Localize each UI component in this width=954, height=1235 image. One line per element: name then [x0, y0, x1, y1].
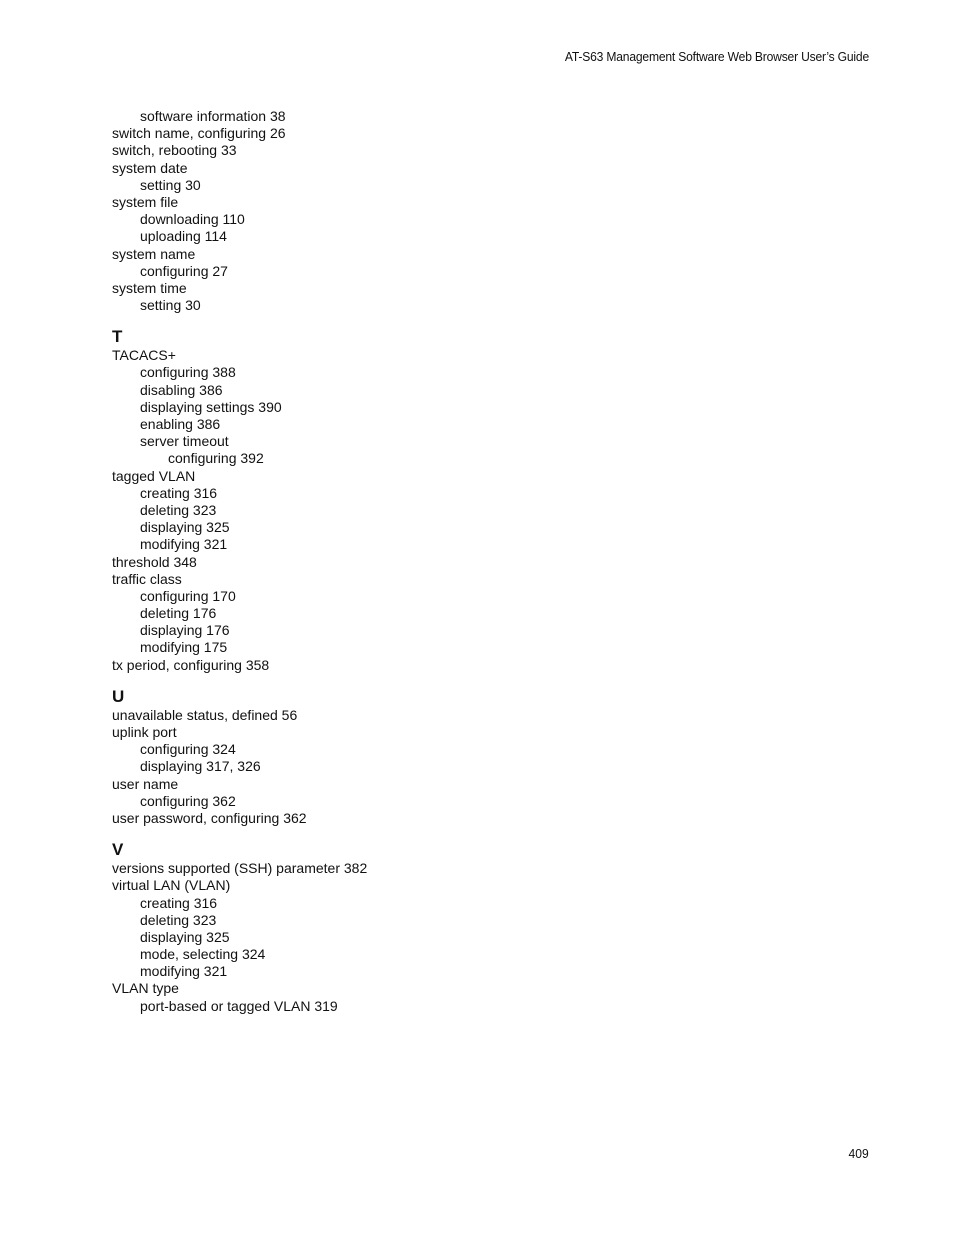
index-entry: switch name, configuring 26: [112, 125, 286, 142]
index-entry: modifying 175: [140, 639, 228, 656]
index-entry: versions supported (SSH) parameter 382: [112, 860, 368, 877]
index-entry: configuring 170: [140, 587, 236, 604]
index-entry: deleting 176: [140, 605, 217, 622]
index-entry: port-based or tagged VLAN 319: [140, 997, 338, 1014]
index-entry: setting 30: [140, 297, 201, 314]
index-entry: tagged VLAN: [112, 467, 196, 484]
index-entry: threshold 348: [112, 553, 197, 570]
index-entry: displaying 325: [140, 519, 230, 536]
index-entry: configuring 388: [140, 364, 236, 381]
index-section-letter: T: [112, 327, 123, 347]
index-entry: creating 316: [140, 894, 218, 911]
index-entry: modifying 321: [140, 536, 228, 553]
index-entry: system name: [112, 245, 196, 262]
index-entry: deleting 323: [140, 501, 217, 518]
index-entry: downloading 110: [140, 211, 245, 228]
index-entry: displaying settings 390: [140, 398, 282, 415]
index-entry: mode, selecting 324: [140, 946, 266, 963]
index-entry: creating 316: [140, 484, 218, 501]
index-entry: tx period, configuring 358: [112, 656, 270, 673]
index-entry: switch, rebooting 33: [112, 142, 237, 159]
running-header: AT-S63 Management Software Web Browser User’s Guide: [564, 49, 869, 64]
index-entry: software information 38: [140, 108, 286, 124]
index-list: [112, 108, 612, 1015]
index-entry: user name: [112, 775, 179, 792]
index-entry: virtual LAN (VLAN): [112, 877, 231, 894]
index-section-letter: U: [112, 686, 125, 706]
index-entry: system time: [112, 279, 187, 296]
index-entry: setting 30: [140, 176, 201, 193]
index-entry: displaying 325: [140, 928, 230, 945]
index-entry: configuring 392: [168, 450, 264, 467]
index-entry: displaying 176: [140, 622, 230, 639]
index-entry: traffic class: [112, 570, 182, 587]
index-entry: VLAN type: [112, 980, 179, 997]
index-entry: enabling 386: [140, 416, 221, 432]
index-entry: deleting 323: [140, 911, 217, 928]
index-entry: uplink port: [112, 724, 177, 740]
index-entry: configuring 324: [140, 741, 236, 758]
index-entry: modifying 321: [140, 963, 228, 980]
index-entry: configuring 27: [140, 262, 228, 279]
index-section-letter: V: [112, 840, 124, 860]
page-number: 409: [848, 1146, 869, 1161]
index-entry: TACACS+: [112, 347, 176, 364]
index-entry: displaying 317, 326: [140, 758, 261, 775]
index-entry: server timeout: [140, 433, 229, 450]
index-entry: uploading 114: [140, 228, 227, 245]
index-entry: system file: [112, 193, 179, 210]
index-entry: user password, configuring 362: [112, 809, 307, 826]
index-entry: unavailable status, defined 56: [112, 706, 298, 723]
index-entry: disabling 386: [140, 381, 223, 398]
index-entry: system date: [112, 159, 188, 176]
index-entry: configuring 362: [140, 792, 236, 809]
